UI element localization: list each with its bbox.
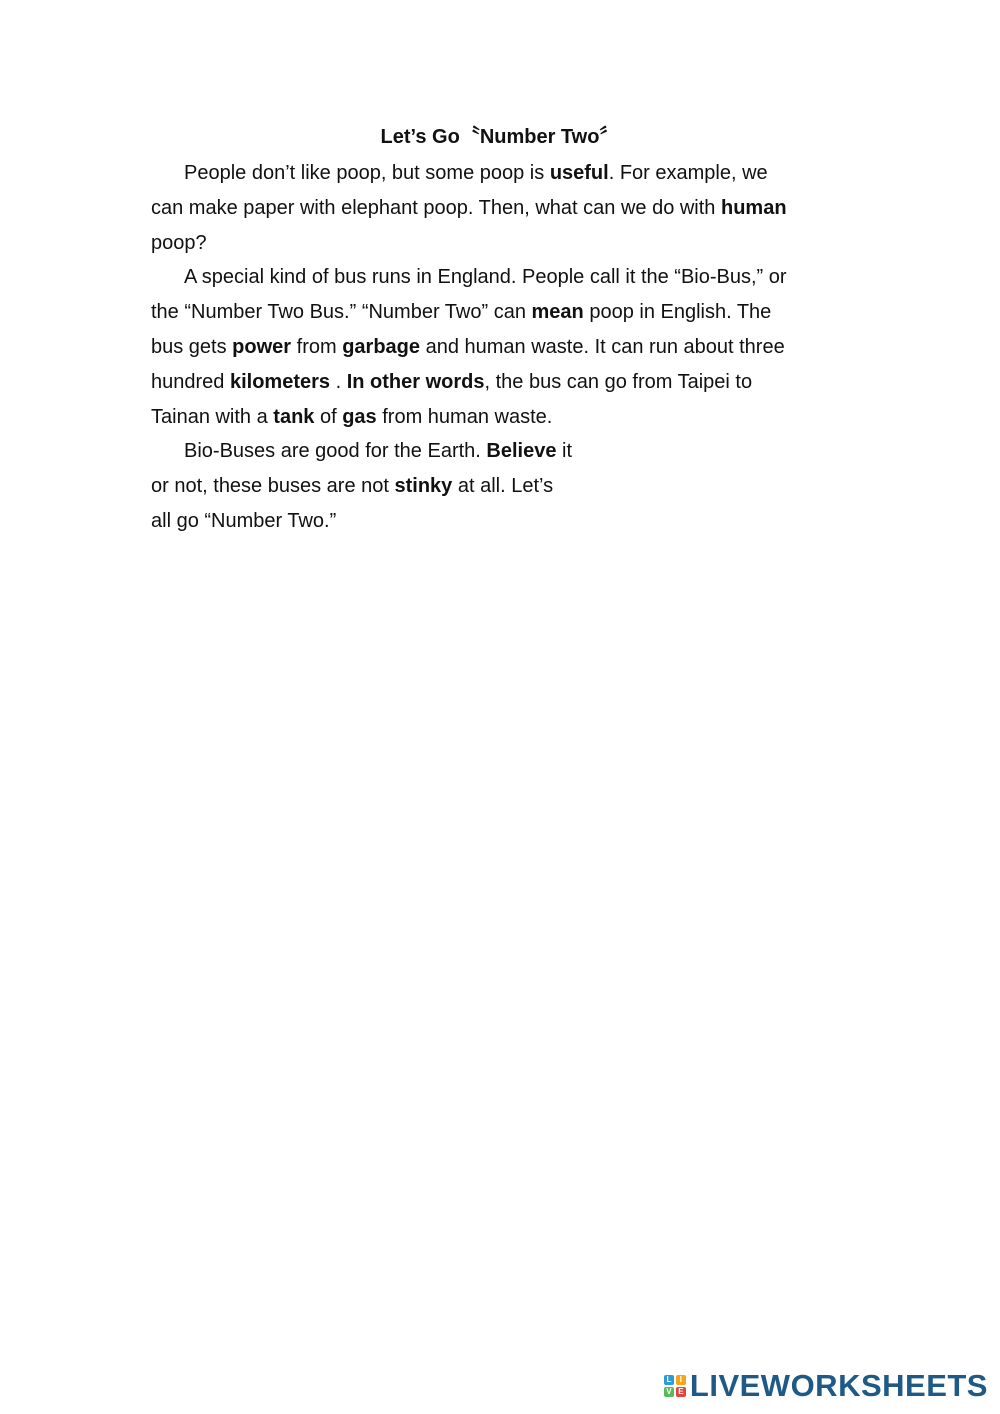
logo-tile: I — [676, 1375, 686, 1385]
text-segment: from human waste. — [376, 405, 553, 428]
vocab-word: human — [721, 196, 787, 219]
logo-icon — [664, 1375, 686, 1397]
vocab-word: useful — [549, 162, 609, 184]
text-segment: can make paper with elephant poop. Then, what can we do with — [151, 196, 721, 219]
text-line — [151, 504, 851, 539]
text-segment: and human waste. It can run about three — [420, 335, 785, 358]
text-line — [151, 260, 851, 295]
logo-tile: L — [664, 1375, 674, 1385]
text-line — [151, 469, 851, 504]
text-segment: from — [291, 335, 343, 358]
text-segment: . — [330, 370, 347, 393]
vocab-word: garbage — [342, 335, 421, 358]
text-line — [151, 295, 851, 330]
page-title: Let’s Go〝Number Two〞 — [380, 126, 620, 148]
text-line — [151, 330, 851, 365]
text-segment: , the bus can go from Taipei to — [484, 370, 753, 393]
paragraph — [151, 434, 851, 538]
text-segment: at all. Let’s — [452, 475, 554, 498]
text-segment: . For example, we — [608, 162, 768, 184]
text-segment: hundred — [151, 370, 230, 393]
paragraph — [151, 260, 851, 434]
liveworksheets-logo — [664, 1370, 988, 1402]
text-segment: bus gets — [151, 335, 233, 358]
text-line — [151, 434, 851, 469]
text-line — [151, 365, 851, 400]
text-segment: People don’t like poop, but some poop is — [184, 162, 550, 184]
text-segment: poop? — [151, 231, 207, 254]
text-line — [151, 400, 851, 435]
text-segment: it — [556, 440, 573, 463]
text-segment: all go “Number Two.” — [151, 509, 337, 532]
paragraph — [151, 156, 851, 260]
vocab-word: power — [232, 335, 292, 358]
vocab-word: stinky — [394, 475, 453, 498]
vocab-word: Believe — [486, 440, 557, 463]
logo-text: LIVEWORKSHEETS — [689, 1368, 988, 1403]
vocab-word: In other words — [346, 370, 485, 393]
vocab-word: kilometers — [229, 370, 331, 393]
text-segment: the “Number Two Bus.” “Number Two” can — [151, 301, 532, 324]
text-line — [151, 191, 851, 226]
text-segment: Bio-Buses are good for the Earth. — [184, 440, 487, 463]
text-segment: poop in English. The — [583, 301, 772, 324]
text-segment: of — [314, 405, 343, 428]
vocab-word: gas — [342, 405, 377, 428]
text-line — [151, 226, 851, 261]
text-segment: A special kind of bus runs in England. People call it the “Bio-Bus,” or — [184, 266, 787, 289]
logo-tile: E — [676, 1387, 686, 1397]
text-line — [151, 156, 851, 191]
logo-tile: V — [664, 1387, 674, 1397]
vocab-word: tank — [273, 405, 315, 428]
article-body — [151, 156, 851, 539]
text-segment: Tainan with a — [151, 405, 274, 428]
text-segment: or not, these buses are not — [151, 475, 395, 498]
vocab-word: mean — [531, 301, 584, 324]
